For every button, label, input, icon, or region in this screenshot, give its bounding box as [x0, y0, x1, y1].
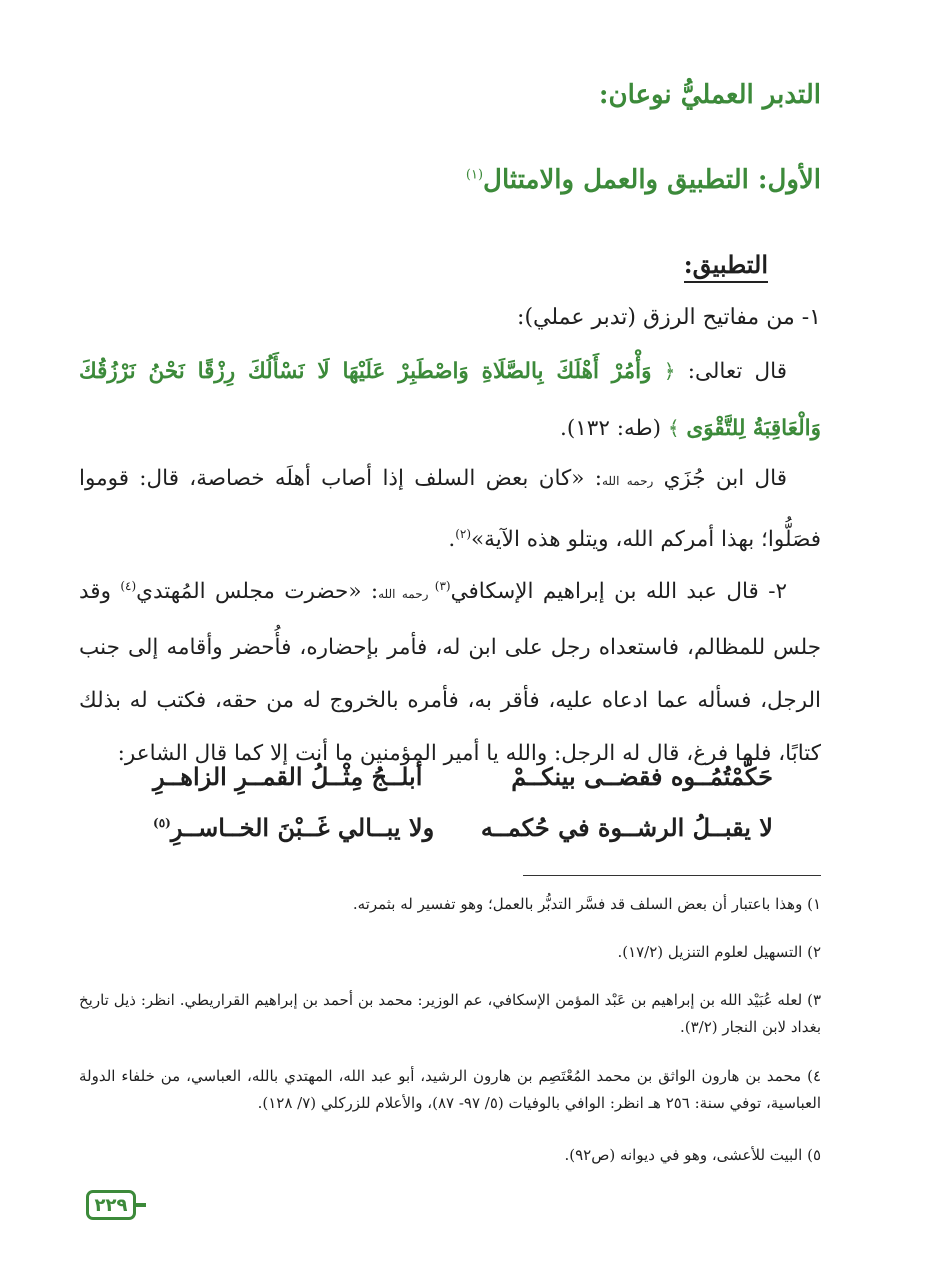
poem-hemistich-right: حَكَّمْتُمُــوه فقضــى بينكــمْ: [511, 762, 773, 791]
quran-verse: وَأْمُرْ أَهْلَكَ بِالصَّلَاةِ وَاصْطَبِرْ عَلَيْهَا لَا نَسْأَلُكَ رِزْقًا نَحْنُ نَرْزُقُكَ وَالْعَاقِبَةُ لِلتَّقْوَى: [79, 359, 821, 441]
page-number: ٢٢٩: [86, 1190, 136, 1220]
poem-hemistich-right: لا يقبــلُ الرشــوة في حُكمــه: [480, 813, 773, 842]
quran-paragraph: [79, 343, 821, 457]
paragraph-ibn-juzay: قال ابن جُزَي رحمه الله: «كان بعض السلف إذا أصاب أهلَه خصاصة، قال: قوموا فصَلُّوا؛ بهذا أمركم الله، ويتلو هذه الآية»$^{(٢)}$.: [79, 466, 821, 553]
footnote-5: ٥) البيت للأعشى، وهو في ديوانه (ص٩٢).: [564, 1146, 821, 1164]
footnote-ref-5: (٥): [153, 816, 171, 830]
footnote-ref-1: (١): [465, 167, 484, 183]
quran-citation: (طه: ١٣٢).: [560, 416, 668, 441]
honorific: رحمه الله: [602, 474, 654, 488]
application-heading: التطبيق:: [684, 250, 768, 283]
ornament-open: ﴿: [663, 359, 676, 383]
footnote-4: ٤) محمد بن هارون الواثق بن محمد المُعْتَصِم بن هارون الرشيد، أبو عبد الله، المهتدي بالله، العباسي، من خلفاء الدولة العباسية، توفي سنة: ٢٥٦ هـ انظر: الوافي بالوفيات (٥/ ٩٧- ٨٧)، والأعلام للزركلي (٧/ ١٢٨).: [79, 1067, 821, 1112]
footnote-divider: [523, 875, 821, 876]
footnote-ref-2: (٢): [455, 527, 472, 541]
paragraph-iskafi: ٢- قال عبد الله بن إبراهيم الإسكافي$^{(٣)}$ رحمه الله: «حضرت مجلس المُهتدي$^{(٤)}$ وقد جلس للمظالم، فاستعداه رجل على ابن له، فأمر بإحضاره، فأُحضر وأقامه إلى جنب الرجل، فسأله عما ادعاه عليه، فأقر به، فأمره بالخروج له من حقه، فكتب له بذلك كتابًا، فلما فرغ، قال له الرجل: والله يا أمير المؤمنين ما أنت إلا كما قال الشاعر:: [79, 579, 821, 767]
ornament-close: ﴾: [667, 416, 680, 440]
footnote-2: ٢) التسهيل لعلوم التنزيل (١٧/٢).: [617, 943, 821, 961]
poem-hemistich-left: ولا يبــالي غَــبْنَ الخــاســرِ$^{(٥)}$: [153, 813, 435, 842]
poem-line-1: [153, 762, 773, 791]
footnote-1: ١) وهذا باعتبار أن بعض السلف قد فسَّر التدبُّر بالعمل؛ وهو تفسير له بثمرته.: [352, 895, 821, 913]
poem-line-2: [153, 813, 773, 842]
footnote-ref-3: (٣): [434, 579, 451, 593]
poem-hemistich-left: أبلــجُ مِثْــلُ القمــرِ الزاهــرِ: [153, 762, 423, 791]
footnote-3: ٣) لعله عُبَيْد الله بن إبراهيم بن عَبْد المؤمن الإسكافي، عم الوزير: محمد بن أحمد بن إبراهيم القراريطي. انظر: ذيل تاريخ بغداد لابن النجار (٣/٢).: [79, 991, 821, 1036]
quran-lead: قال تعالى:: [675, 359, 787, 384]
footnote-ref-4: (٤): [120, 579, 137, 593]
honorific: رحمه الله: [378, 587, 435, 602]
subsection-heading: الأول: التطبيق والعمل والامتثال$^{(١)}$: [465, 165, 821, 195]
item-1-title: ١- من مفاتيح الرزق (تدبر عملي):: [517, 305, 821, 330]
page-number-tab: [136, 1203, 146, 1207]
section-heading: التدبر العمليُّ نوعان:: [598, 80, 821, 110]
